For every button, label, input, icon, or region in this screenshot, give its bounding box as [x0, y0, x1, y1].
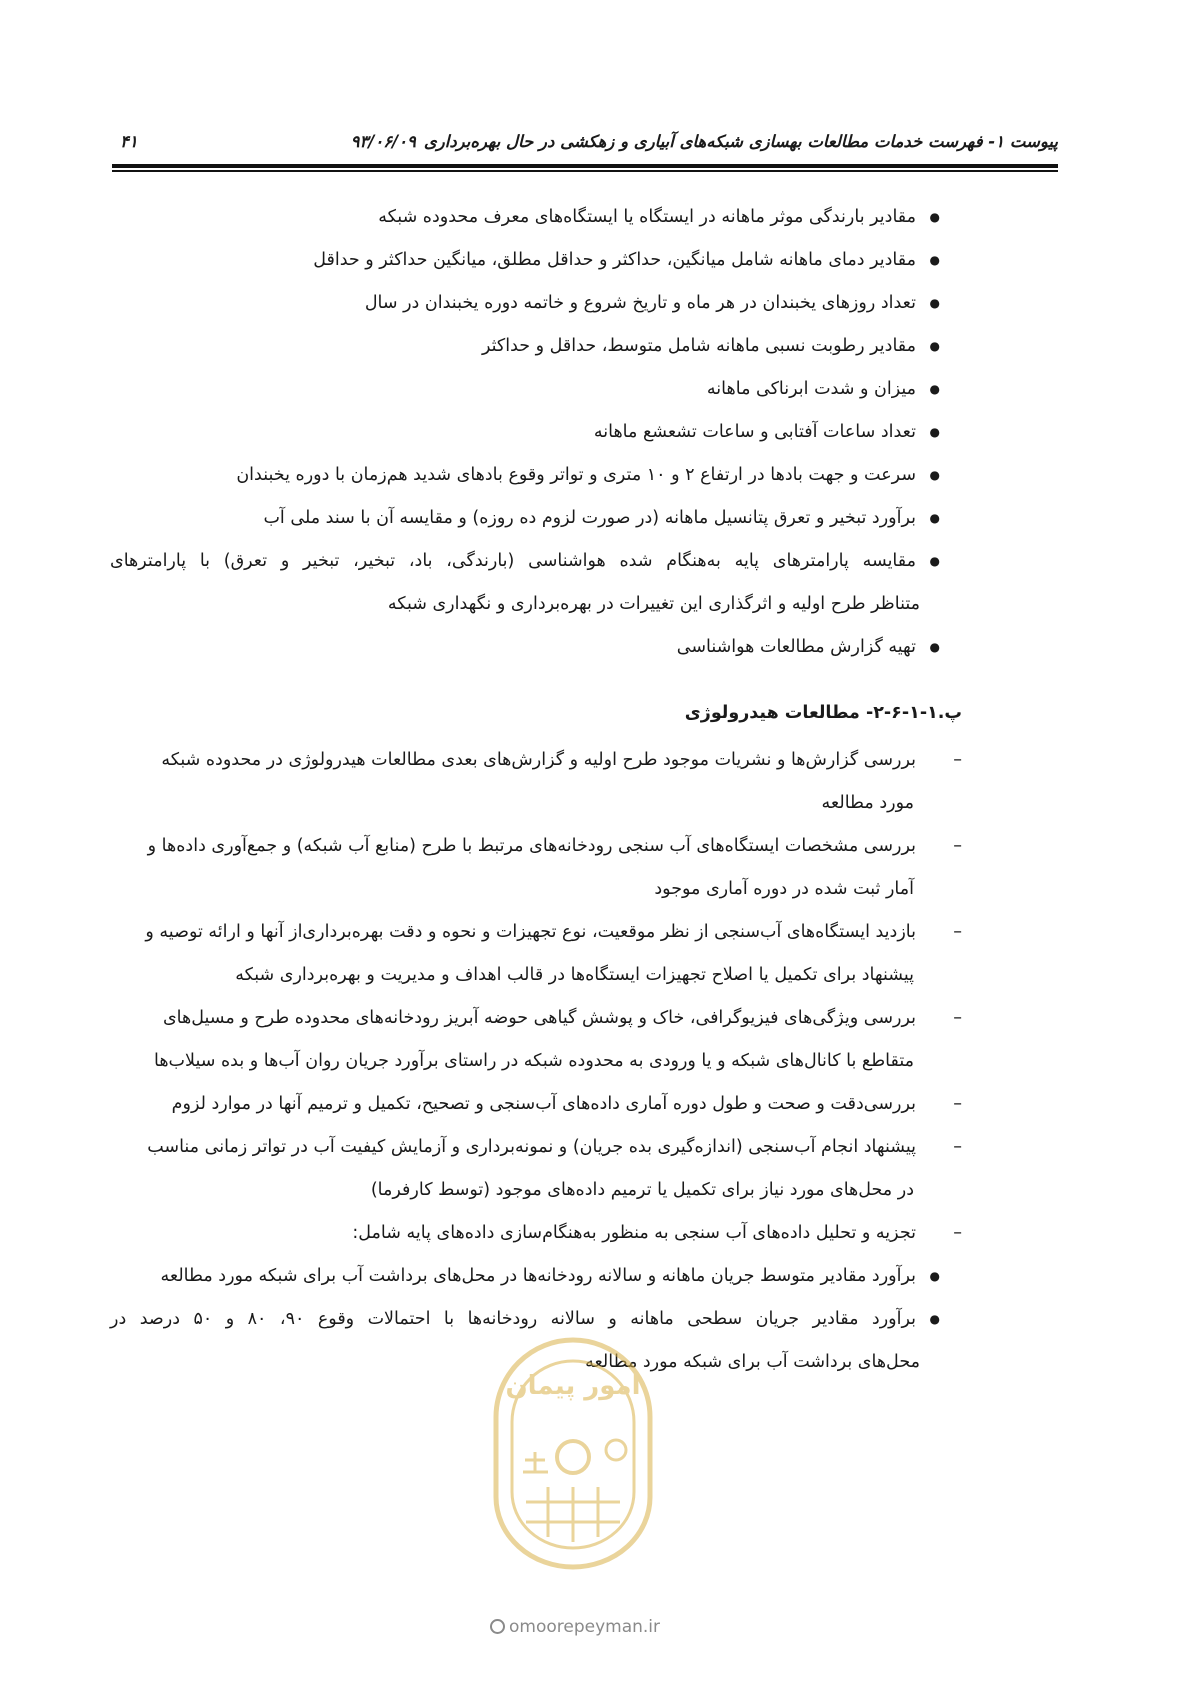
hydro-item-continuation: متقاطع با کانال‌های شبکه و یا ورودی به محدوده شبکه در راستای برآورد جریان روان آب‌ها و بده سیلاب‌ها: [153, 1051, 914, 1071]
seal-text: امور پیمان: [505, 1371, 641, 1401]
flow-item-continuation: محل‌های برداشت آب برای شبکه مورد مطالعه: [585, 1352, 920, 1372]
section-heading: پ.۱-۱-۶-۲- مطالعات هیدرولوژی: [684, 703, 962, 723]
climate-item: ● سرعت و جهت بادها در ارتفاع ۲ و ۱۰ متری و تواتر وقوع بادهای شدید هم‌زمان با دوره یخبندان: [236, 458, 940, 492]
climate-item: ● مقادیر رطوبت نسبی ماهانه شامل متوسط، حداقل و حداکثر: [482, 329, 940, 363]
hydro-item: – بررسی ویژگی‌های فیزیوگرافی، خاک و پوشش گیاهی حوضه آبریز رودخانه‌های محدوده طرح و مسیل‌های: [110, 1001, 962, 1035]
hydro-item: – پیشنهاد انجام آب‌سنجی (اندازه‌گیری بده جریان) و نمونه‌برداری و آزمایش کیفیت آب در تواتر زمانی مناسب: [110, 1130, 962, 1164]
hydro-item: – بررسی‌دقت و صحت و طول دوره آماری داده‌های آب‌سنجی و تصحیح، تکمیل و ترمیم آنها در موارد لزوم: [172, 1087, 962, 1121]
climate-item: ● مقادیر دمای ماهانه شامل میانگین، حداکثر و حداقل مطلق، میانگین حداکثر و حداقل: [313, 243, 940, 277]
climate-item: ● برآورد تبخیر و تعرق پتانسیل ماهانه (در صورت لزوم ده روزه) و مقایسه آن با سند ملی آب: [263, 501, 940, 535]
hydro-item-continuation: آمار ثبت شده در دوره آماری موجود: [654, 879, 914, 899]
hydro-item: – بازدید ایستگاه‌های آب‌سنجی از نظر موقعیت، نوع تجهیزات و نحوه و دقت بهره‌برداری‌از آنها و ارائه توصیه و: [110, 915, 962, 949]
watermark-site: omoorepeyman.ir: [490, 1617, 690, 1641]
climate-report-item: ● تهیه گزارش مطالعات هواشناسی: [677, 630, 940, 664]
header-rule-thick: [112, 164, 1058, 168]
climate-compare-continuation: متناظر طرح اولیه و اثرگذاری این تغییرات در بهره‌برداری و نگهداری شبکه: [387, 594, 920, 614]
flow-item: ● برآورد مقادیر جریان سطحی ماهانه و سالانه رودخانه‌ها با احتمالات وقوع ۹۰، ۸۰ و ۵۰ درصد در: [110, 1302, 940, 1336]
header-title: پیوست ۱- فهرست خدمات مطالعات بهسازی شبکه‌های آبیاری و زهکشی در حال بهره‌برداری۹۳/۰۶/۰۹: [350, 132, 1058, 151]
climate-item: ● تعداد روزهای یخبندان در هر ماه و تاریخ شروع و خاتمه دوره یخبندان در سال: [365, 286, 940, 320]
hydro-item: – تجزیه و تحلیل داده‌های آب سنجی به منظور به‌هنگام‌سازی داده‌های پایه شامل:: [352, 1216, 962, 1250]
hydro-item-continuation: در محل‌های مورد نیاز برای تکمیل یا ترمیم داده‌های موجود (توسط کارفرما): [370, 1180, 914, 1200]
watermark-seal: [478, 1322, 668, 1572]
running-header: [112, 128, 1058, 158]
hydro-item-continuation: پیشنهاد برای تکمیل یا اصلاح تجهیزات ایستگاه‌ها در قالب اهداف و مدیریت و بهره‌برداری شبکه: [235, 965, 914, 985]
flow-item: ● برآورد مقادیر متوسط جریان ماهانه و سالانه رودخانه‌ها در محل‌های برداشت آب برای شبکه مورد مطالعه: [161, 1259, 941, 1293]
hydro-item: – بررسی مشخصات ایستگاه‌های آب سنجی رودخانه‌های مرتبط با طرح (منابع آب شبکه) و جمع‌آوری داده‌ها و: [110, 829, 962, 863]
header-rule-thin: [112, 170, 1058, 172]
climate-item: ● تعداد ساعات آفتابی و ساعات تشعشع ماهانه: [594, 415, 940, 449]
climate-compare-item: ● مقایسه پارامترهای پایه به‌هنگام شده هواشناسی (بارندگی، باد، تبخیر، تبخیر و تعرق) با پارامترهای: [110, 544, 940, 578]
climate-item: ● مقادیر بارندگی موثر ماهانه در ایستگاه یا ایستگاه‌های معرف محدوده شبکه: [378, 200, 940, 234]
hydro-item-continuation: مورد مطالعه: [821, 793, 914, 813]
climate-item: ● میزان و شدت ابرناکی ماهانه: [707, 372, 940, 406]
instagram-icon: [490, 1619, 505, 1634]
page-number: ۴۱: [120, 132, 138, 151]
header-date: ۹۳/۰۶/۰۹: [350, 132, 416, 151]
hydro-item: – بررسی گزارش‌ها و نشریات موجود طرح اولیه و گزارش‌های بعدی مطالعات هیدرولوژی در محدوده شبکه: [110, 743, 962, 777]
